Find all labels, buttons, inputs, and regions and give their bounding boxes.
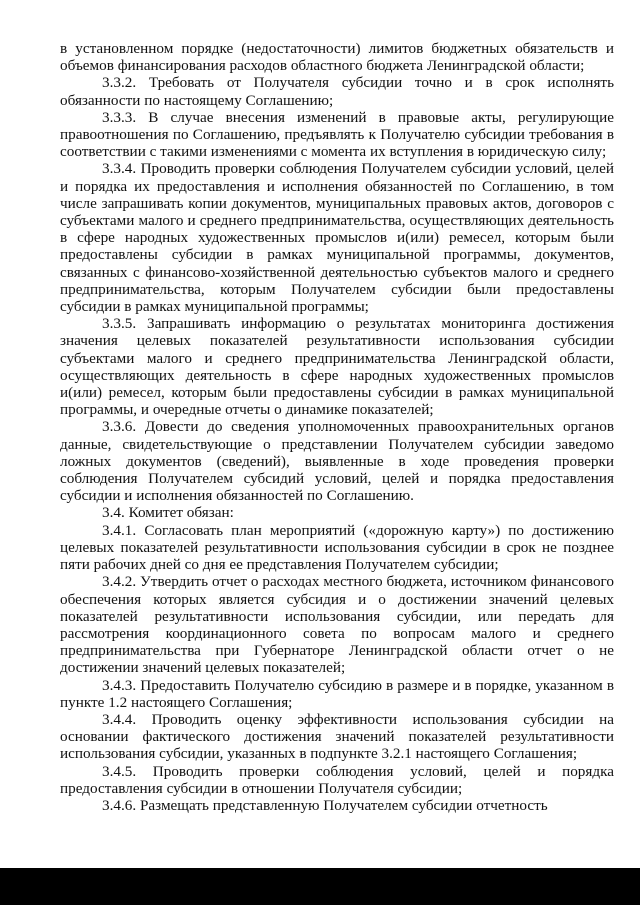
paragraph-3-3-2: 3.3.2. Требовать от Получателя субсидии точно и в срок исполнять обязанности по настоящему Соглашению; (60, 74, 614, 109)
paragraph-3-4-2: 3.4.2. Утвердить отчет о расходах местного бюджета, источником финансового обеспечения которых является субсидия и о достижении значений целевых показателей результативности использования субсидии, или передать для рассмотрения координационного совета по вопросам малого и среднего предпринимательства при Губернаторе Ленинградской области отчет о не достижении значений целевых показателей; (60, 573, 614, 677)
paragraph-3-4-1: 3.4.1. Согласовать план мероприятий («дорожную карту») по достижению целевых показателей результативности использования субсидии в срок не позднее пяти рабочих дней со дня ее представления Получателем субсидии; (60, 521, 614, 574)
paragraph-3-3-4: 3.3.4. Проводить проверки соблюдения Получателем субсидии условий, целей и порядка их предоставления и исполнения обязанностей по Соглашению, в том числе запрашивать копии документов, муниципальных правовых актов, договоров с субъектами малого и среднего предпринимательства, осуществляющих деятельность в сфере народных художественных промыслов и(или) ремесел, которым были предоставлены субсидии в рамках муниципальной программы, документов, связанных с финансово-хозяйственной деятельностью субъектов малого и среднего предпринимательства, которым Получателем субсидии были предоставлены субсидии в рамках муниципальной программы; (60, 160, 614, 316)
paragraph-limits: в установленном порядке (недостаточности) лимитов бюджетных обязательств и объемов финансирования расходов областного бюджета Ленинградской области; (60, 40, 614, 75)
paragraph-3-3-3: 3.3.3. В случае внесения изменений в правовые акты, регулирующие правоотношения по Соглашению, предъявлять к Получателю субсидии требования в соответствии с такими изменениями с момента их вступления в юридическую силу; (60, 108, 614, 161)
paragraph-3-4-5: 3.4.5. Проводить проверки соблюдения условий, целей и порядка предоставления субсидии в отношении Получателя субсидии; (60, 762, 614, 797)
paragraph-3-3-6: 3.3.6. Довести до сведения уполномоченных правоохранительных органов данные, свидетельствующие о представлении Получателем субсидии заведомо ложных документов (сведений), выявленные в ходе проведения проверки соблюдения Получателем субсидий условий, целей и порядка предоставления субсидии и исполнения обязанностей по Соглашению. (60, 418, 614, 505)
paragraph-3-4: 3.4. Комитет обязан: (102, 504, 234, 522)
document-body (60, 40, 614, 814)
scan-bottom-border (0, 868, 640, 905)
paragraph-3-4-6: 3.4.6. Размещать представленную Получателем субсидии отчетность (102, 796, 548, 814)
paragraph-3-4-4: 3.4.4. Проводить оценку эффективности использования субсидии на основании фактического достижения значений показателей результативности использования субсидии, указанных в подпункте 3.2.1 настоящего Соглашения; (60, 710, 614, 763)
paragraph-3-3-5: 3.3.5. Запрашивать информацию о результатах мониторинга достижения значения целевых показателей результативности использования субсидии субъектами малого и среднего предпринимательства Ленинградской области, осуществляющих деятельность в сфере народных художественных промыслов и(или) ремесел, которым были предоставлены субсидии в рамках муниципальной программы, и очередные отчеты о динамике показателей; (60, 315, 614, 419)
paragraph-3-4-3: 3.4.3. Предоставить Получателю субсидию в размере и в порядке, указанном в пункте 1.2 настоящего Соглашения; (60, 676, 614, 711)
